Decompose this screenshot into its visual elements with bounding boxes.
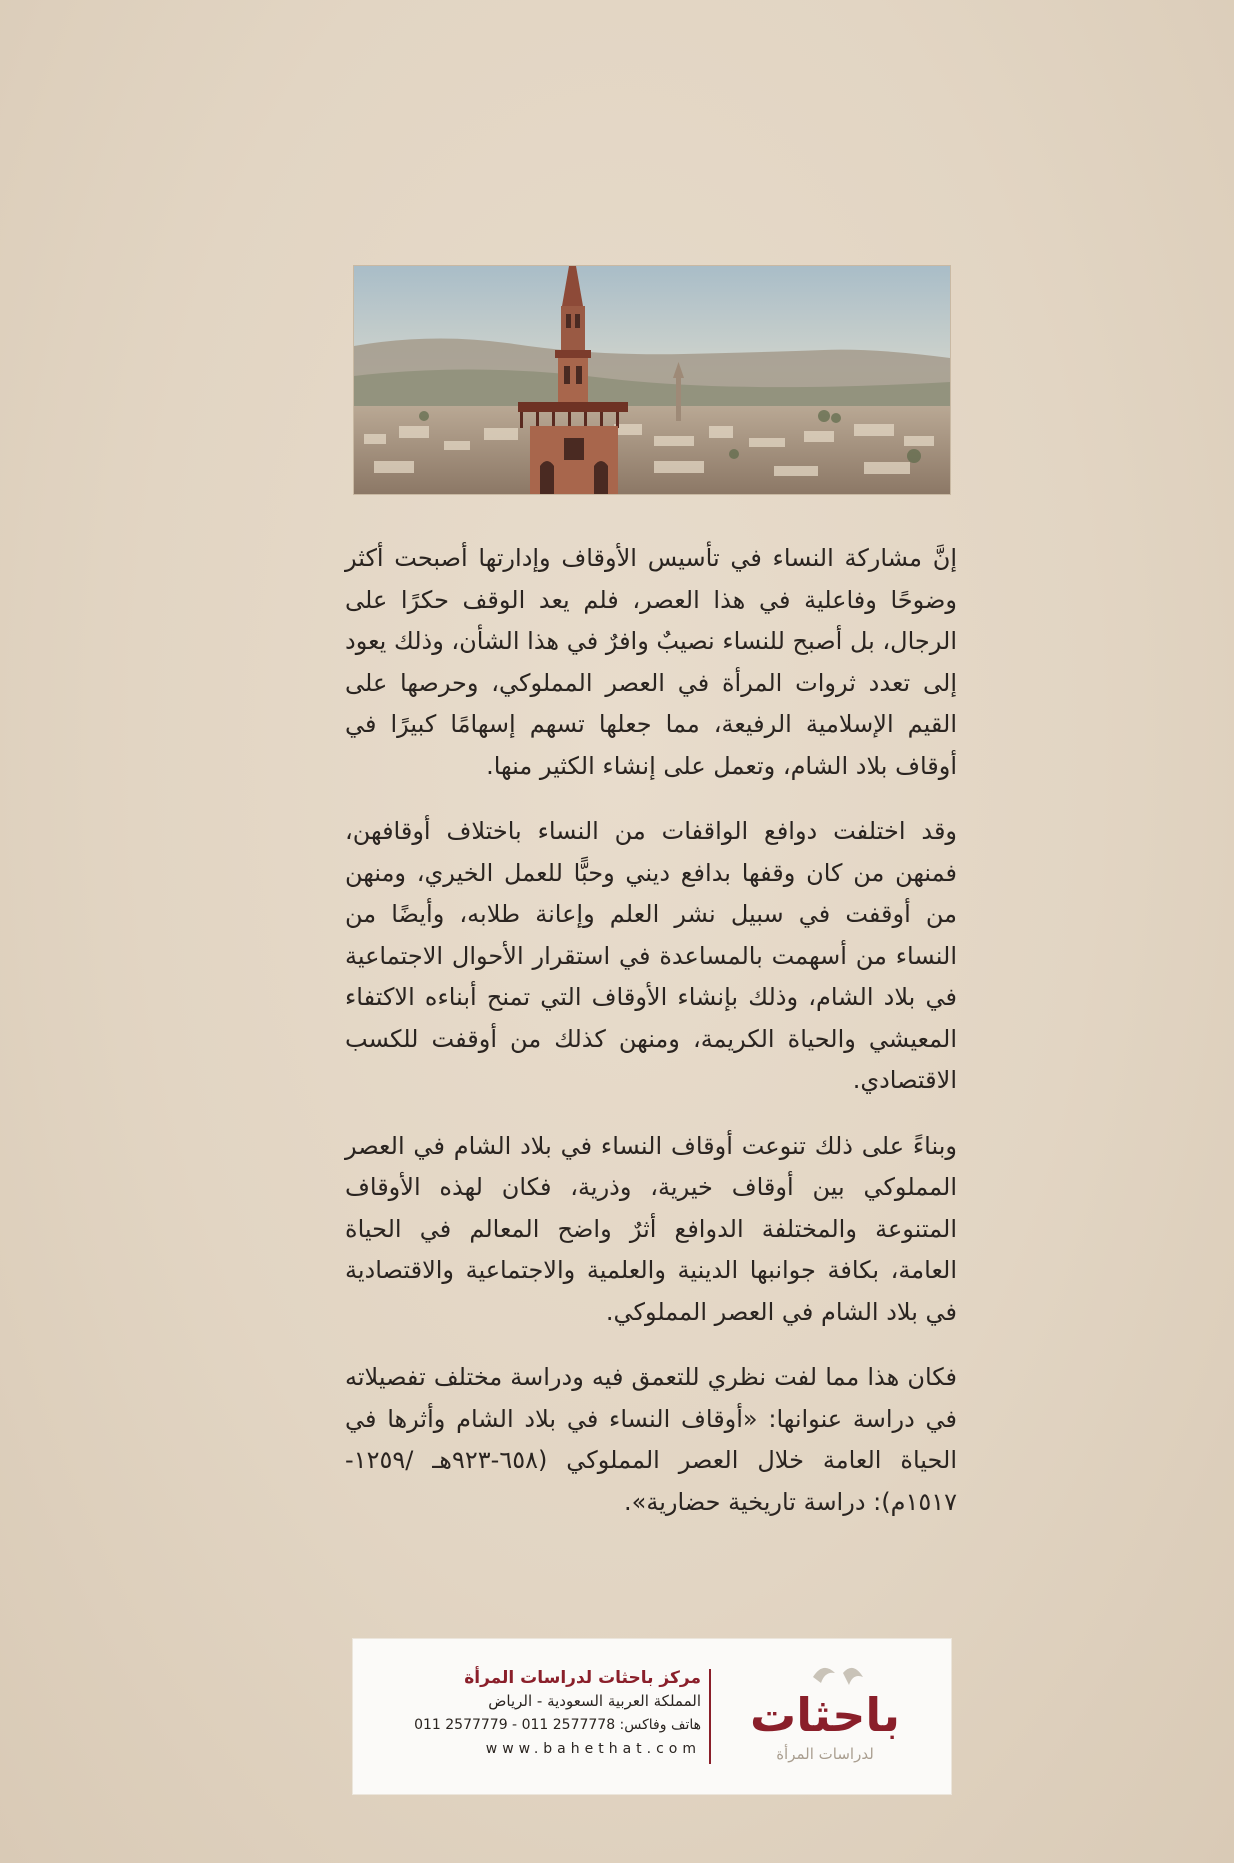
publisher-name: مركز باحثات لدراسات المرأة [464,1668,701,1688]
minaret-landscape-illustration [353,265,951,495]
logo-tagline: لدراسات المرأة [776,1745,874,1763]
publisher-divider [709,1669,711,1764]
publisher-contact [371,1667,701,1761]
logo-word: باحثات [750,1688,900,1742]
paragraph-2: وقد اختلفت دوافع الواقفات من النساء باختلاف أوقافهن، فمنهن من كان وقفها بدافع ديني وحبًّا للعمل الخيري، ومنهن من أوقفت في سبيل نشر العلم وإعانة طلابه، وأيضًا من النساء من أسهمت بالمساعدة في استقرار الأحوال الاجتماعية في بلاد الشام، وذلك بإنشاء الأوقاف التي تمنح أبناءه الاكتفاء المعيشي والحياة الكريمة، ومنهن كذلك من أوقفت للكسب الاقتصادي. [345,817,957,1094]
publisher-country: المملكة العربية السعودية - الرياض [488,1692,701,1710]
bahethat-logo [725,1659,925,1771]
publisher-website[interactable]: www.bahethat.com [485,1741,701,1757]
paragraph-4: فكان هذا مما لفت نظري للتعمق فيه ودراسة مختلف تفصيلاته في دراسة عنوانها: «أوقاف النساء في بلاد الشام وأثرها في الحياة العامة خلال العصر المملوكي (٦٥٨-٩٢٣هـ /١٢٥٩- ١٥١٧م): دراسة تاريخية حضارية». [345,1363,957,1516]
quill-icon [813,1668,835,1683]
paragraph-3: وبناءً على ذلك تنوعت أوقاف النساء في بلاد الشام في العصر المملوكي بين أوقاف خيرية، وذرية، فكان لهذه الأوقاف المتنوعة والمختلفة الدوافع أثرٌ واضح المعالم في الحياة العامة، بكافة جوانبها الدينية والعلمية والاجتماعية والاقتصادية في بلاد الشام في العصر المملوكي. [345,1131,957,1326]
publisher-box [352,1638,952,1795]
publisher-phone: هاتف وفاكس: 2577778 011 - 2577779 011 [414,1717,701,1733]
paragraph-1: إنَّ مشاركة النساء في تأسيس الأوقاف وإدارتها أصبحت أكثر وضوحًا وفاعلية في هذا العصر، فلم يعد الوقف حكرًا على الرجال، بل أصبح للنساء نصيبٌ وافرٌ في هذا الشأن، وذلك يعود إلى تعدد ثروات المرأة في العصر المملوكي، وحرصها على القيم الإسلامية الرفيعة، مما جعلها تسهم إسهامًا كبيرًا في أوقاف بلاد الشام، وتعمل على إنشاء الكثير منها. [345,544,957,780]
synopsis-text [345,538,957,1547]
